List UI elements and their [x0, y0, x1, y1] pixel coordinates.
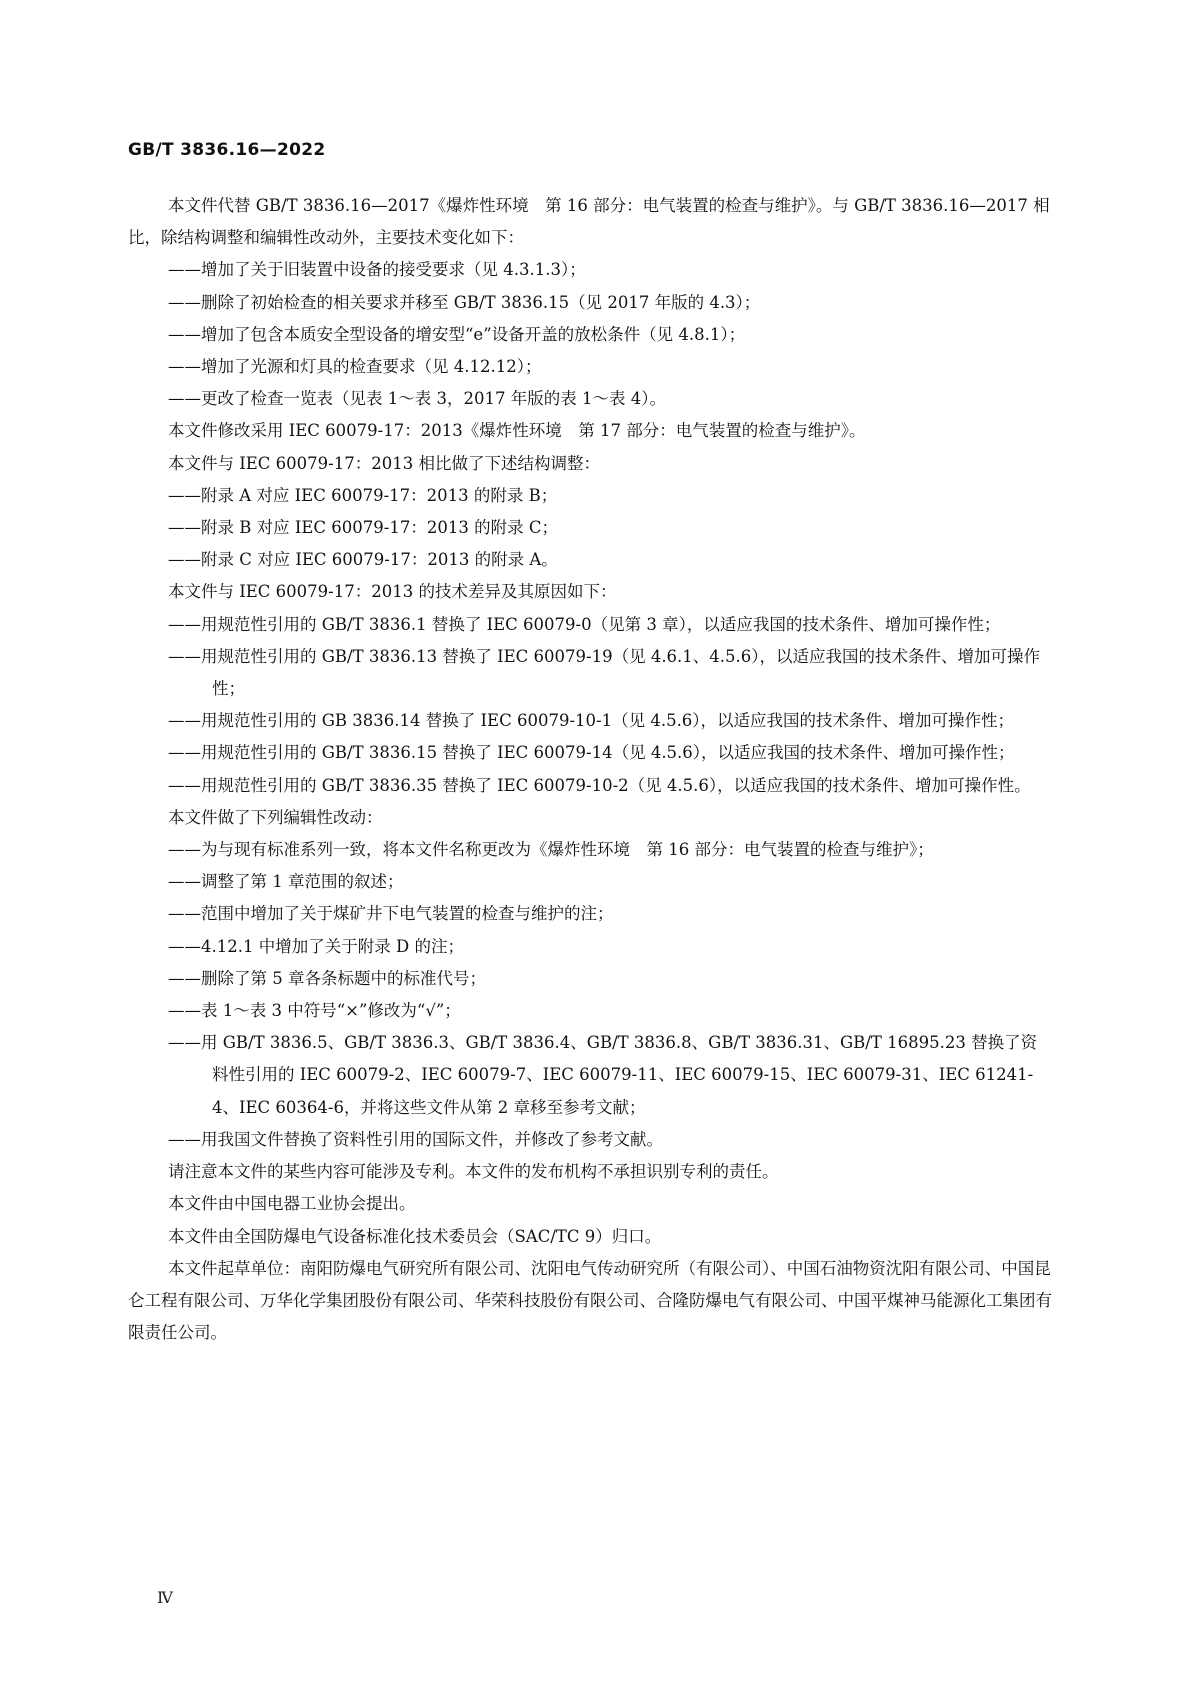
list-item: ——附录 A 对应 IEC 60079-17：2013 的附录 B； [168, 485, 558, 505]
list-item: ——删除了第 5 章各条标题中的标准代号； [168, 968, 486, 988]
list-item: ——用 GB/T 3836.5、GB/T 3836.3、GB/T 3836.4、GB/T 3836.8、GB/T 3836.31、GB/T 16895.23 替换了资料性引用的 IEC 60079-2、IEC 60079-7、IEC 60079-11、IEC 60079-15、IEC 60079-31、IEC 61241-4、IEC 60364-6，并将这些文件从第 2 章移至参考文献； [168, 1033, 1038, 1117]
paragraph: 本文件修改采用 IEC 60079-17：2013《爆炸性环境 第 17 部分：电气装置的检查与维护》。 [168, 421, 866, 441]
list-item: ——增加了光源和灯具的检查要求（见 4.12.12）； [168, 357, 542, 377]
list-item: ——用我国文件替换了资料性引用的国际文件，并修改了参考文献。 [168, 1129, 663, 1149]
paragraph: 本文件由中国电器工业协会提出。 [168, 1194, 416, 1214]
list-item: ——用规范性引用的 GB 3836.14 替换了 IEC 60079-10-1（见 4.5.6），以适应我国的技术条件、增加可操作性； [168, 711, 1015, 731]
list-item: ——附录 B 对应 IEC 60079-17：2013 的附录 C； [168, 518, 558, 538]
paragraph: 请注意本文件的某些内容可能涉及专利。本文件的发布机构不承担识别专利的责任。 [168, 1162, 779, 1182]
list-item: ——用规范性引用的 GB/T 3836.15 替换了 IEC 60079-14（见 4.5.6），以适应我国的技术条件、增加可操作性； [168, 743, 1015, 763]
page-number: Ⅳ [157, 1588, 173, 1607]
foreword-content [128, 190, 1053, 1349]
list-item: ——调整了第 1 章范围的叙述； [168, 872, 404, 892]
paragraph: 本文件代替 GB/T 3836.16—2017《爆炸性环境 第 16 部分：电气装置的检查与维护》。与 GB/T 3836.16—2017 相比，除结构调整和编辑性改动外，主要技术变化如下： [128, 196, 1050, 248]
paragraph: 本文件与 IEC 60079-17：2013 相比做了下述结构调整： [168, 453, 600, 473]
list-item: ——为与现有标准系列一致，将本文件名称更改为《爆炸性环境 第 16 部分：电气装置的检查与维护》； [168, 840, 934, 860]
list-item: ——增加了关于旧装置中设备的接受要求（见 4.3.1.3）； [168, 260, 586, 280]
list-item: ——范围中增加了关于煤矿井下电气装置的检查与维护的注； [168, 904, 614, 924]
paragraph: 本文件与 IEC 60079-17：2013 的技术差异及其原因如下： [168, 582, 617, 602]
standard-number-header: GB/T 3836.16—2022 [128, 140, 326, 160]
list-item: ——附录 C 对应 IEC 60079-17：2013 的附录 A。 [168, 550, 558, 570]
list-item: ——用规范性引用的 GB/T 3836.1 替换了 IEC 60079-0（见第 3 章），以适应我国的技术条件、增加可操作性； [168, 614, 1001, 634]
list-item: ——4.12.1 中增加了关于附录 D 的注； [168, 936, 464, 956]
list-item: ——用规范性引用的 GB/T 3836.13 替换了 IEC 60079-19（见 4.6.1、4.5.6），以适应我国的技术条件、增加可操作性； [168, 646, 1041, 699]
list-item: ——删除了初始检查的相关要求并移至 GB/T 3836.15（见 2017 年版的 4.3）； [168, 292, 761, 312]
paragraph: 本文件由全国防爆电气设备标准化技术委员会（SAC/TC 9）归口。 [168, 1226, 662, 1246]
paragraph: 本文件起草单位：南阳防爆电气研究所有限公司、沈阳电气传动研究所（有限公司）、中国石油物资沈阳有限公司、中国昆仑工程有限公司、万华化学集团股份有限公司、华荣科技股份有限公司、合隆防爆电气有限公司、中国平煤神马能源化工集团有限责任公司。 [128, 1258, 1052, 1343]
list-item: ——表 1～表 3 中符号“×”修改为“√”； [168, 1001, 461, 1021]
paragraph: 本文件做了下列编辑性改动： [168, 807, 383, 827]
list-item: ——更改了检查一览表（见表 1～表 3，2017 年版的表 1～表 4）。 [168, 389, 666, 409]
list-item: ——增加了包含本质安全型设备的增安型“e”设备开盖的放松条件（见 4.8.1）； [168, 324, 746, 344]
list-item: ——用规范性引用的 GB/T 3836.35 替换了 IEC 60079-10-2（见 4.5.6），以适应我国的技术条件、增加可操作性。 [168, 775, 1031, 795]
